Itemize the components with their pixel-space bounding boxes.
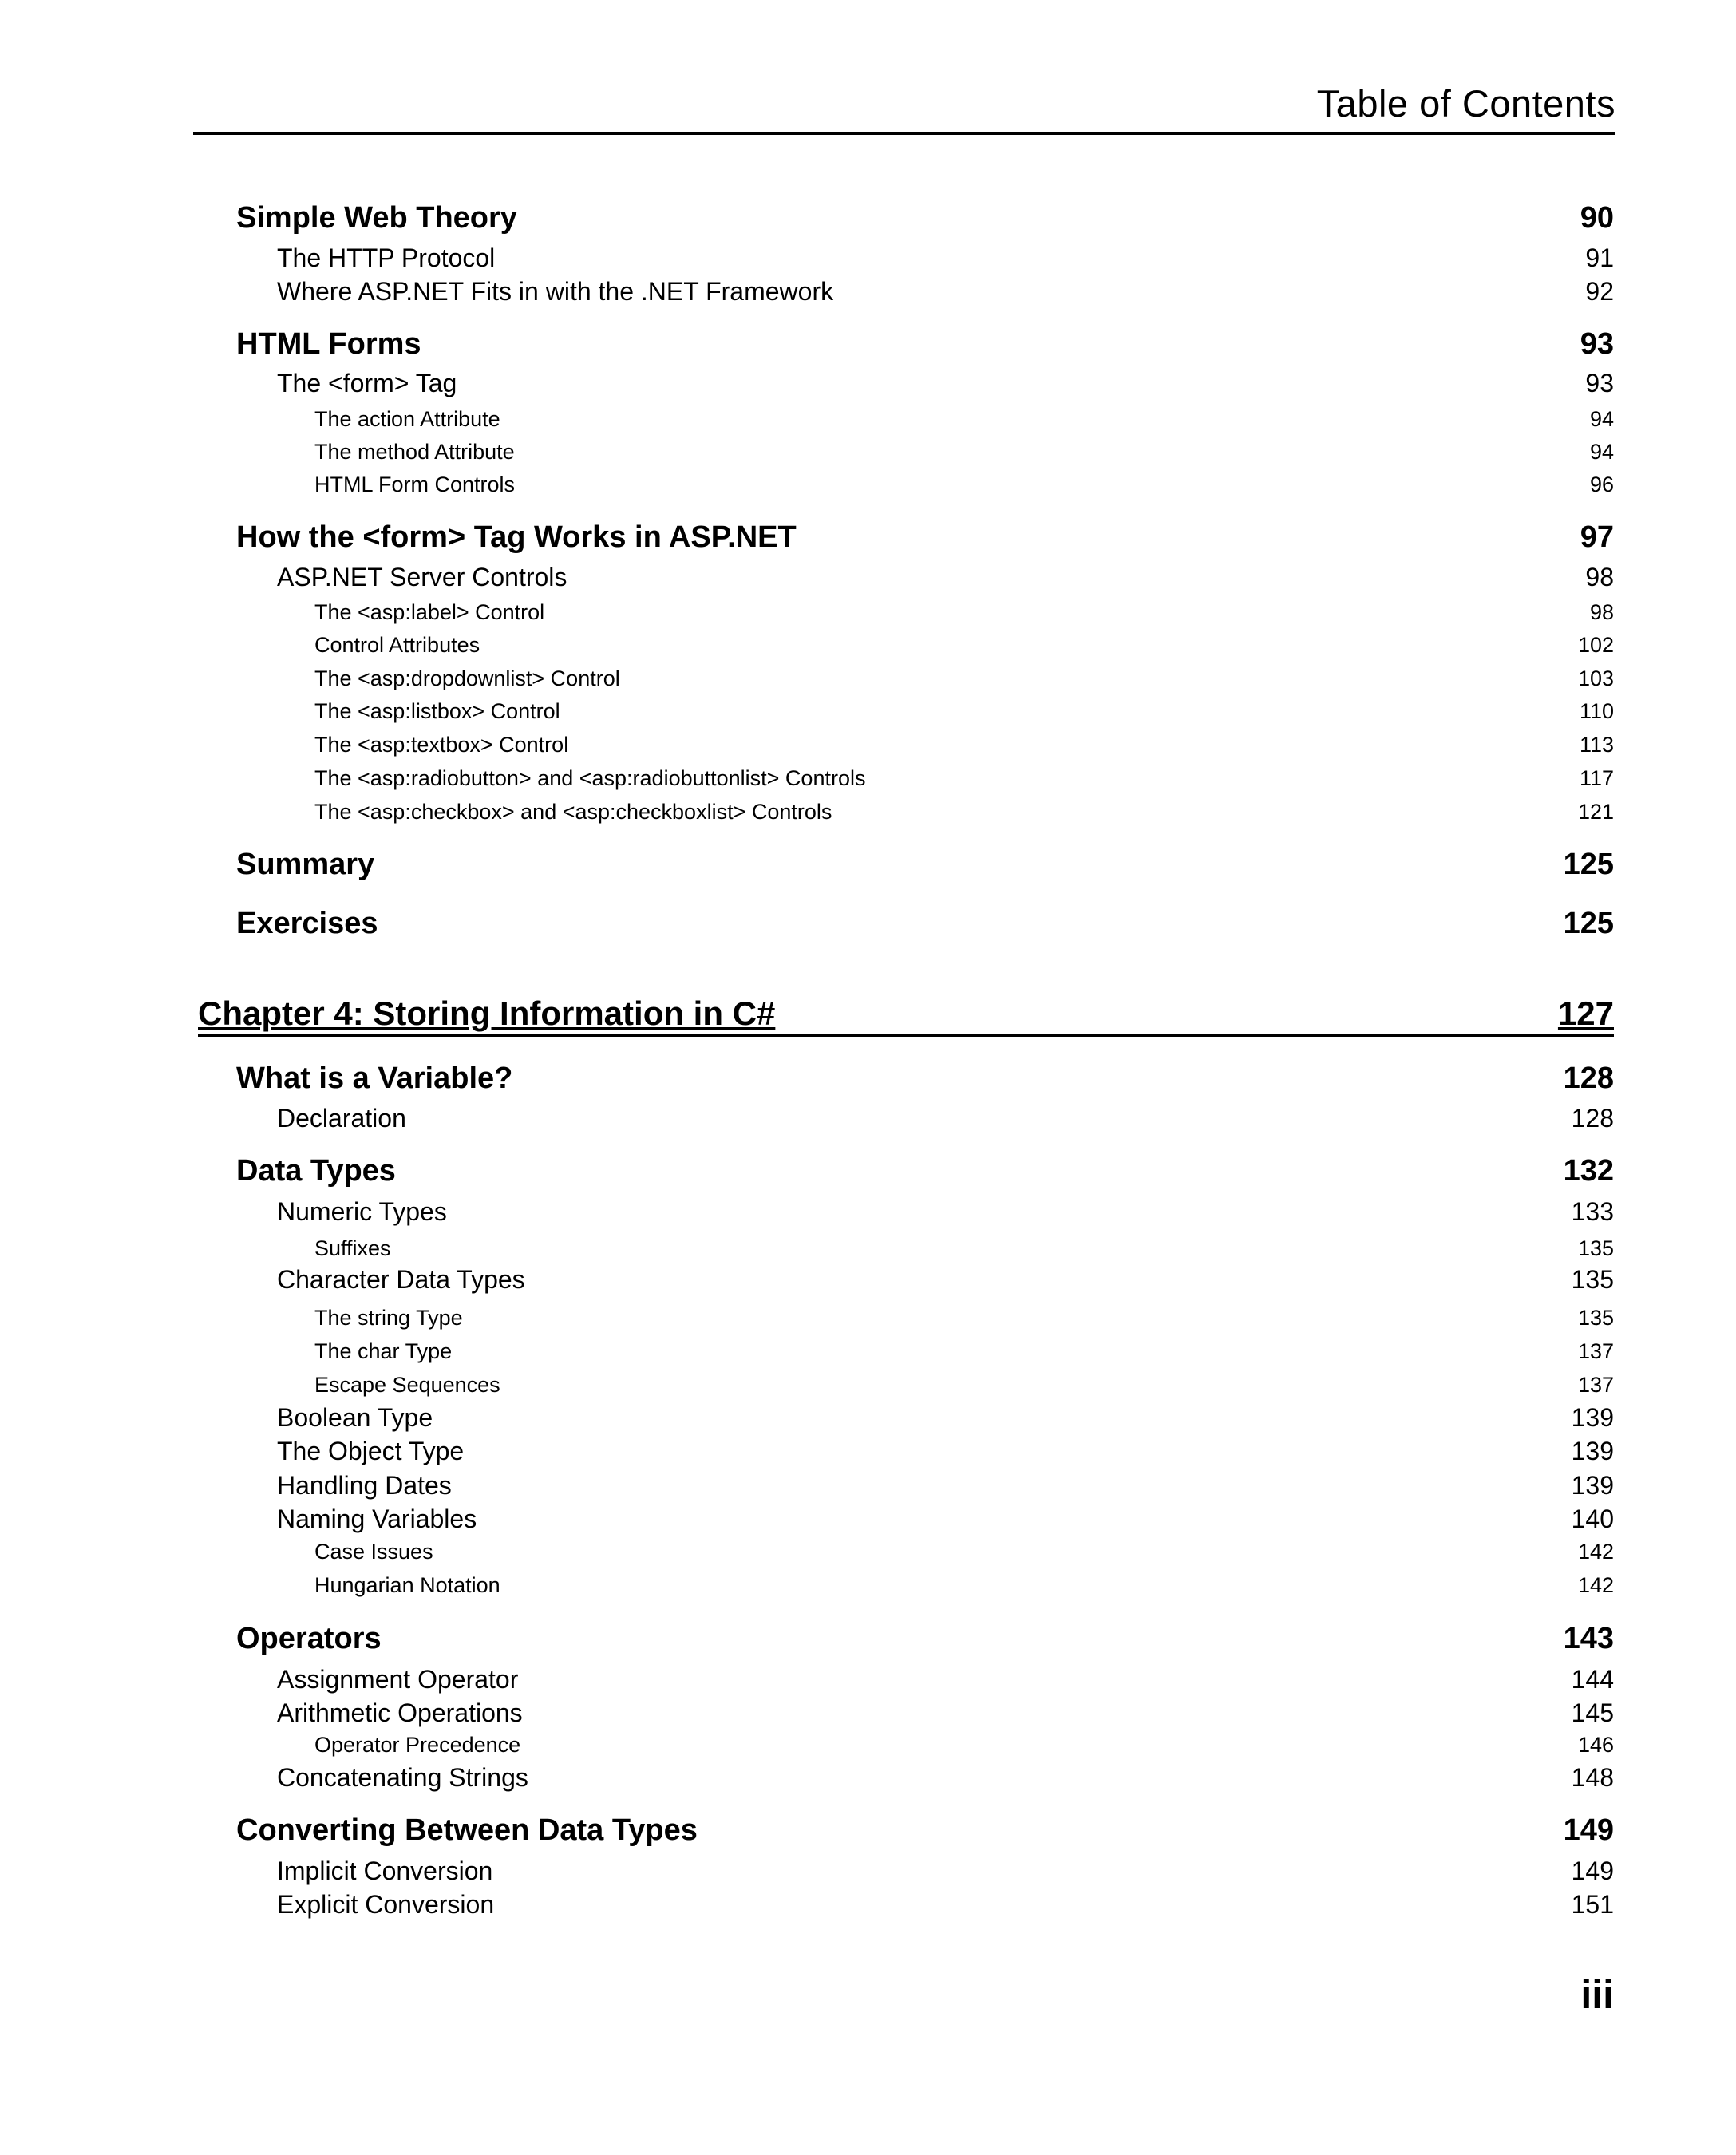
toc-entry-level-2[interactable] [277,1471,1614,1501]
toc-entry-title: How the <form> Tag Works in ASP.NET [236,520,797,554]
toc-entry-page: 103 [1577,666,1614,690]
toc-entry-title: Hungarian Notation [314,1573,500,1597]
toc-entry-title: Numeric Types [277,1197,447,1226]
toc-entry-page: 90 [1580,201,1614,235]
chapter-page: 127 [1557,994,1614,1032]
toc-entry-level-1[interactable] [236,1622,1614,1656]
toc-entry-level-2[interactable] [277,1437,1614,1466]
toc-entry-page: 135 [1577,1306,1614,1330]
toc-entry-page: 93 [1580,327,1614,361]
toc-entry-title: The <asp:listbox> Control [314,699,560,723]
toc-entry-page: 142 [1577,1573,1614,1597]
toc-entry-level-3[interactable] [314,600,1614,625]
toc-entry-page: 121 [1577,800,1614,824]
toc-entry-page: 91 [1585,243,1614,272]
page-number: iii [1580,1972,1614,2017]
toc-entry-level-2[interactable] [277,1265,1614,1295]
toc-entry-page: 128 [1571,1104,1614,1133]
toc-entry-level-3[interactable] [314,1540,1614,1564]
toc-entry-level-2[interactable] [277,369,1614,398]
toc-entry-page: 149 [1563,1813,1614,1847]
toc-entry-level-1[interactable] [236,1154,1614,1188]
toc-entry-page: 96 [1589,473,1614,496]
toc-entry-page: 135 [1577,1236,1614,1260]
toc-entry-level-3[interactable] [314,633,1614,658]
page-header [193,77,1615,135]
toc-entry-page: 97 [1580,520,1614,554]
toc-entry-page: 137 [1577,1339,1614,1363]
toc-entry-level-3[interactable] [314,1306,1614,1331]
toc-entry-page: 92 [1585,277,1614,306]
toc-entry-title: The <asp:label> Control [314,600,545,624]
toc-entry-title: Simple Web Theory [236,201,517,235]
toc-entry-page: 148 [1571,1763,1614,1792]
running-head: Table of Contents [1316,82,1615,125]
toc-entry-level-1[interactable] [236,907,1614,941]
toc-entry-level-3[interactable] [314,666,1614,691]
toc-entry-title: Summary [236,848,375,881]
toc-entry-page: 125 [1563,907,1614,940]
toc-entry-page: 145 [1571,1698,1614,1727]
toc-entry-title: The <form> Tag [277,369,457,397]
toc-entry-level-2[interactable] [277,243,1614,273]
toc-entry-level-3[interactable] [314,473,1614,497]
toc-entry-level-2[interactable] [277,1403,1614,1433]
toc-entry-level-3[interactable] [314,733,1614,757]
toc-entry-title: Declaration [277,1104,406,1133]
toc-entry-page: 135 [1571,1265,1614,1294]
toc-entry-level-1[interactable] [236,327,1614,362]
toc-entry-title: Suffixes [314,1236,391,1260]
toc-entry-level-1[interactable] [236,848,1614,882]
toc-entry-level-2[interactable] [277,1505,1614,1534]
toc-entry-level-3[interactable] [314,699,1614,724]
toc-entry-page: 139 [1571,1437,1614,1465]
toc-entry-level-3[interactable] [314,1733,1614,1758]
toc-entry-level-2[interactable] [277,563,1614,592]
toc-entry-page: 110 [1579,699,1614,723]
toc-entry-title: The char Type [314,1339,453,1363]
toc-entry-page: 102 [1577,633,1614,657]
toc-entry-title: Escape Sequences [314,1373,500,1397]
toc-entry-title: The <asp:textbox> Control [314,733,569,757]
toc-entry-page: 137 [1577,1373,1614,1397]
toc-entry-title: HTML Forms [236,327,421,361]
toc-entry-level-2[interactable] [277,1197,1614,1227]
toc-entry-page: 142 [1577,1540,1614,1564]
toc-entry-title: Operator Precedence [314,1733,521,1757]
toc-entry-page: 139 [1571,1471,1614,1500]
toc-entry-level-2[interactable] [277,1104,1614,1133]
toc-entry-level-3[interactable] [314,766,1614,791]
toc-entry-level-1[interactable] [236,201,1614,235]
toc-entry-level-1[interactable] [236,1813,1614,1848]
toc-entry-level-2[interactable] [277,1890,1614,1920]
toc-entry-title: ASP.NET Server Controls [277,563,567,591]
toc-entry-level-3[interactable] [314,1573,1614,1598]
toc-entry-title: The <asp:checkbox> and <asp:checkboxlist> Controls [314,800,832,824]
toc-entry-title: Operators [236,1622,382,1655]
toc-entry-level-2[interactable] [277,1856,1614,1886]
toc-entry-page: 139 [1571,1403,1614,1432]
toc-entry-page: 113 [1579,733,1614,757]
toc-entry-page: 128 [1563,1062,1614,1095]
toc-entry-page: 93 [1585,369,1614,397]
toc-entry-level-1[interactable] [236,520,1614,555]
toc-entry-title: Handling Dates [277,1471,452,1500]
toc-entry-page: 133 [1571,1197,1614,1226]
toc-entry-page: 144 [1571,1665,1614,1694]
toc-entry-title: Explicit Conversion [277,1890,495,1919]
toc-entry-title: Assignment Operator [277,1665,519,1694]
toc-entry-title: Exercises [236,907,378,940]
toc-entry-level-3[interactable] [314,1339,1614,1364]
chapter-title: Chapter 4: Storing Information in C# [198,994,776,1032]
toc-entry-title: The method Attribute [314,440,515,464]
toc-entry-level-2[interactable] [277,277,1614,306]
toc-entry-level-2[interactable] [277,1763,1614,1793]
toc-entry-page: 98 [1585,563,1614,591]
toc-entry-level-2[interactable] [277,1698,1614,1728]
toc-entry-level-2[interactable] [277,1665,1614,1694]
toc-entry-level-1[interactable] [236,1062,1614,1096]
toc-entry-title: Control Attributes [314,633,480,657]
toc-entry-title: Converting Between Data Types [236,1813,698,1847]
toc-entry-title: The Object Type [277,1437,465,1465]
toc-entry-page: 98 [1589,600,1614,624]
toc-entry-title: Data Types [236,1154,396,1188]
toc-entry-title: Arithmetic Operations [277,1698,523,1727]
toc-entry-level-3[interactable] [314,800,1614,824]
toc-entry-page: 117 [1579,766,1614,790]
toc-entry-title: Where ASP.NET Fits in with the .NET Framework [277,277,834,306]
toc-entry-page: 151 [1571,1890,1614,1919]
toc-entry-page: 94 [1589,440,1614,464]
toc-entry-page: 146 [1577,1733,1614,1757]
toc-entry-level-3[interactable] [314,440,1614,465]
toc-entry-page: 125 [1563,848,1614,881]
toc-entry-title: Case Issues [314,1540,433,1564]
toc-entry-title: Concatenating Strings [277,1763,528,1792]
toc-entry-title: The string Type [314,1306,463,1330]
toc-entry-page: 140 [1571,1505,1614,1533]
toc-entry-level-3[interactable] [314,407,1614,432]
toc-entry-title: The action Attribute [314,407,500,431]
toc-entry-title: Implicit Conversion [277,1856,493,1885]
toc-entry-level-3[interactable] [314,1373,1614,1398]
toc-entry-title: Character Data Types [277,1265,525,1294]
toc-chapter-heading[interactable] [198,994,1614,1037]
toc-entry-page: 132 [1563,1154,1614,1188]
toc-entry-title: What is a Variable? [236,1062,513,1095]
toc-entry-title: The <asp:dropdownlist> Control [314,666,620,690]
toc-entry-title: The <asp:radiobutton> and <asp:radiobuttonlist> Controls [314,766,866,790]
toc-entry-page: 143 [1563,1622,1614,1655]
toc-entry-title: Boolean Type [277,1403,433,1432]
toc-entry-page: 149 [1571,1856,1614,1885]
toc-entry-level-3[interactable] [314,1236,1614,1261]
toc-entry-title: Naming Variables [277,1505,477,1533]
toc-entry-title: The HTTP Protocol [277,243,496,272]
toc-entry-title: HTML Form Controls [314,473,516,496]
toc-entry-page: 94 [1589,407,1614,431]
